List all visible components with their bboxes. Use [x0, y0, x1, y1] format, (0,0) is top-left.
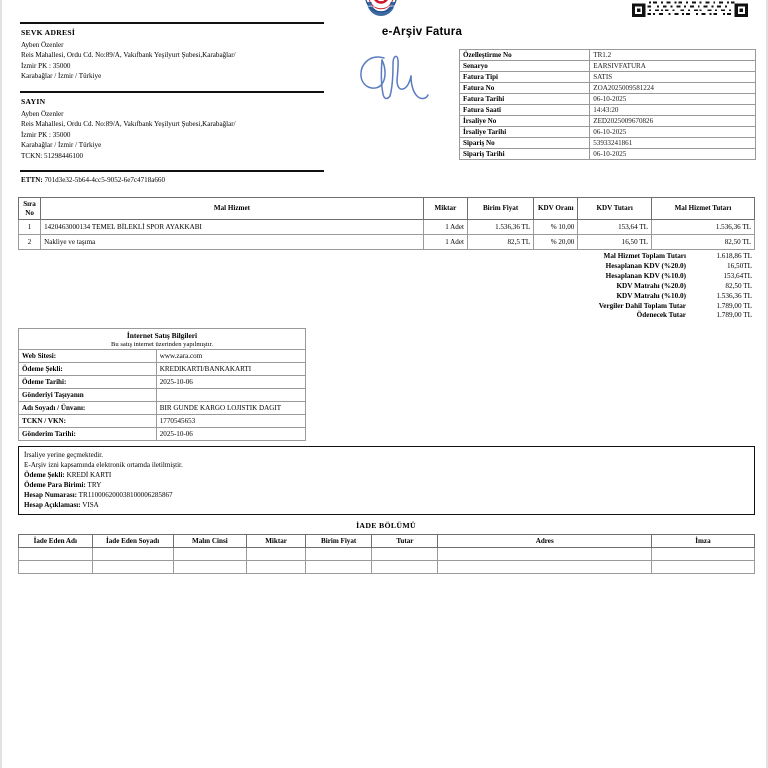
internet-sales-row [19, 428, 306, 441]
meta-row [460, 50, 756, 61]
items-column-header: KDV Tutarı [578, 198, 652, 220]
item-total: 82,50 TL [651, 234, 754, 249]
return-column-header: Malın Cinsi [173, 535, 247, 548]
totals-row [599, 252, 752, 262]
note-account-desc-value: VISA [82, 501, 99, 509]
internet-sales-value [156, 389, 305, 402]
return-column-header: İade Eden Soyadı [92, 535, 173, 548]
meta-value: TR1.2 [590, 50, 756, 61]
handwritten-signature [354, 48, 438, 106]
note-account-value: TR110006200038100006285867 [78, 491, 173, 499]
totals-row [599, 282, 752, 292]
divider-middle [20, 91, 324, 93]
bill-to-line: İzmir PK : 35000 [21, 130, 71, 139]
return-column-header: Miktar [247, 535, 306, 548]
meta-key: İrsaliye No [460, 116, 590, 127]
internet-sales-value: www.zara.com [156, 350, 305, 363]
ship-to-title: SEVK ADRESİ [21, 28, 76, 37]
totals-block [599, 252, 752, 321]
note-account [24, 490, 749, 500]
totals-label: KDV Matrahı (%10.0) [616, 291, 686, 300]
internet-sales-key: Ödeme Tarihi: [19, 376, 157, 389]
totals-label: Hesaplanan KDV (%20.0) [605, 261, 686, 270]
return-empty-cell [306, 561, 372, 574]
internet-sales-row [19, 350, 306, 363]
totals-label: Mal Hizmet Toplam Tutarı [603, 252, 686, 260]
meta-row [460, 127, 756, 138]
ship-to-line: Ayben Özenler [21, 40, 64, 49]
totals-row [599, 302, 752, 312]
meta-row [460, 116, 756, 127]
ship-to-line: Reis Mahallesi, Ordu Cd. No:89/A, Vakıfbank Yeşilyurt Şubesi,Karabağlar/ [21, 51, 236, 59]
bill-to-line: Ayben Özenler [21, 109, 64, 118]
totals-value: 153,64TL [723, 271, 752, 280]
internet-sales-key: Ödeme Şekli: [19, 363, 157, 376]
item-unit-price: 1.536,36 TL [467, 220, 533, 235]
return-empty-cell [651, 561, 754, 574]
return-empty-row [19, 561, 755, 574]
items-column-header: KDV Oranı [534, 198, 578, 220]
return-column-header: İade Eden Adı [19, 535, 93, 548]
ettn-label: ETTN: [21, 176, 43, 184]
return-empty-cell [92, 548, 173, 561]
meta-value: 06-10-2025 [590, 149, 756, 160]
totals-value: 82,50 TL [725, 281, 752, 290]
meta-key: İrsaliye Tarihi [460, 127, 590, 138]
return-empty-cell [438, 561, 651, 574]
totals-row [599, 311, 752, 321]
totals-value: 1.536,36 TL [716, 291, 752, 300]
ettn-value: 701d3e32-5b64-4cc5-9052-6e7c4718a660 [44, 176, 166, 184]
bill-to-title: SAYIN [21, 97, 46, 106]
internet-sales-key: TCKN / VKN: [19, 415, 157, 428]
bill-to-tckn: TCKN: 51298446100 [21, 151, 84, 160]
return-section-title: İADE BÖLÜMÜ [356, 521, 416, 530]
meta-key: Sipariş No [460, 138, 590, 149]
meta-row [460, 72, 756, 83]
divider-bottom [20, 170, 324, 172]
internet-sales-key: Gönderim Tarihi: [19, 428, 157, 441]
totals-label: Hesaplanan KDV (%10.0) [605, 271, 686, 280]
totals-value: 1.789,00 TL [716, 301, 752, 310]
meta-key: Fatura No [460, 83, 590, 94]
meta-key: Senaryo [460, 61, 590, 72]
internet-sales-row [19, 376, 306, 389]
internet-sales-table [18, 328, 306, 441]
internet-sales-key: Web Sitesi: [19, 350, 157, 363]
svg-text:Gelir İdaresi Başkanlığı: Gelir İdaresi Başkanlığı [366, 3, 396, 8]
return-empty-cell [247, 561, 306, 574]
internet-sales-subtitle: Bu satış internet üzerinden yapılmıştır. [111, 341, 213, 348]
return-empty-cell [372, 561, 438, 574]
ship-to-block [21, 28, 341, 82]
meta-value: ZED2025009670826 [590, 116, 756, 127]
meta-value: EARSIVFATURA [590, 61, 756, 72]
item-vat-amount: 16,50 TL [578, 234, 652, 249]
return-empty-cell [651, 548, 754, 561]
item-vat-rate: % 20,00 [534, 234, 578, 249]
note-line-1: İrsaliye yerine geçmektedir. [24, 451, 103, 459]
item-description: 1420463000134 TEMEL BİLEKLİ SPOR AYAKKABI [41, 220, 424, 235]
return-empty-row [19, 548, 755, 561]
items-column-header: Birim Fiyat [467, 198, 533, 220]
item-unit-price: 82,5 TL [467, 234, 533, 249]
ship-to-line: Karabağlar / İzmir / Türkiye [21, 72, 102, 80]
meta-key: Fatura Tipi [460, 72, 590, 83]
table-row [19, 220, 755, 235]
internet-sales-row [19, 415, 306, 428]
meta-row [460, 149, 756, 160]
internet-sales-value: 1770545653 [156, 415, 305, 428]
note-payment-method-label: Ödeme Şekli: [24, 471, 65, 479]
internet-sales-key: Gönderiyi Taşıyanın [19, 389, 157, 402]
meta-key: Sipariş Tarihi [460, 149, 590, 160]
note-payment-method [24, 470, 749, 480]
return-column-header: İmza [651, 535, 754, 548]
return-empty-cell [92, 561, 173, 574]
return-empty-cell [173, 561, 247, 574]
return-empty-cell [19, 548, 93, 561]
items-column-header: Mal Hizmet Tutarı [651, 198, 754, 220]
return-column-header: Birim Fiyat [306, 535, 372, 548]
note-account-label: Hesap Numarası: [24, 491, 78, 499]
item-total: 1.536,36 TL [651, 220, 754, 235]
item-no: 2 [19, 234, 41, 249]
meta-value: 14:43:20 [590, 105, 756, 116]
ettn [21, 176, 165, 184]
return-empty-cell [173, 548, 247, 561]
items-column-header: Miktar [423, 198, 467, 220]
internet-sales-title: İnternet Satış Bilgileri [126, 331, 198, 340]
invoice-notes [18, 446, 755, 515]
internet-sales-value: 2025-10-06 [156, 428, 305, 441]
internet-sales-header [19, 329, 306, 350]
meta-value: SATIS [590, 72, 756, 83]
note-account-desc [24, 500, 749, 510]
totals-row [599, 262, 752, 272]
meta-key: Fatura Tarihi [460, 94, 590, 105]
totals-label: KDV Matrahı (%20.0) [616, 281, 686, 290]
bill-to-line: Karabağlar / İzmir / Türkiye [21, 141, 102, 149]
gib-emblem-logo [350, 0, 412, 20]
totals-row [599, 272, 752, 282]
item-vat-rate: % 10,00 [534, 220, 578, 235]
totals-row [599, 292, 752, 302]
internet-sales-value: 2025-10-06 [156, 376, 305, 389]
item-quantity: 1 Adet [423, 234, 467, 249]
item-description: Nakliye ve taşıma [41, 234, 424, 249]
meta-key: Özelleştirme No [460, 50, 590, 61]
totals-value: 16,50TL [727, 261, 752, 270]
items-column-header: Sıra No [19, 198, 41, 220]
internet-sales-row [19, 389, 306, 402]
meta-row [460, 138, 756, 149]
internet-sales-key: Adı Soyadı / Ünvanı: [19, 402, 157, 415]
bill-to-line: Reis Mahallesi, Ordu Cd. No:89/A, Vakıfbank Yeşilyurt Şubesi,Karabağlar/ [21, 120, 236, 128]
meta-row [460, 105, 756, 116]
meta-value: ZOA2025009581224 [590, 83, 756, 94]
totals-label: Vergiler Dahil Toplam Tutar [598, 301, 686, 310]
meta-row [460, 61, 756, 72]
return-empty-cell [19, 561, 93, 574]
meta-key: Fatura Saati [460, 105, 590, 116]
meta-value: 06-10-2025 [590, 127, 756, 138]
meta-row [460, 94, 756, 105]
invoice-meta-table [459, 49, 756, 160]
meta-row [460, 83, 756, 94]
internet-sales-value: BIR GUNDE KARGO LOJISTIK DAGIT [156, 402, 305, 415]
page-title: e-Arşiv Fatura [381, 26, 463, 38]
return-empty-cell [306, 548, 372, 561]
meta-value: 06-10-2025 [590, 94, 756, 105]
bill-to-block [21, 97, 341, 161]
note-currency [24, 480, 749, 490]
divider-top [20, 22, 324, 24]
note-payment-method-value: KREDİ KARTI [66, 471, 112, 479]
item-vat-amount: 153,64 TL [578, 220, 652, 235]
ship-to-line: İzmir PK : 35000 [21, 61, 71, 70]
internet-sales-row [19, 363, 306, 376]
line-items-table [18, 197, 755, 250]
meta-value: 53933241861 [590, 138, 756, 149]
internet-sales-value: KREDIKARTI/BANKAKARTI [156, 363, 305, 376]
item-no: 1 [19, 220, 41, 235]
note-account-desc-label: Hesap Açıklaması: [24, 501, 81, 509]
note-line-2: E-Arşiv izni kapsamında elektronik ortamda iletilmiştir. [24, 461, 183, 469]
note-currency-value: TRY [87, 481, 102, 489]
table-row [19, 234, 755, 249]
return-column-header: Tutar [372, 535, 438, 548]
totals-label: Ödenecek Tutar [636, 311, 686, 320]
return-column-header: Adres [438, 535, 651, 548]
return-empty-cell [372, 548, 438, 561]
internet-sales-row [19, 402, 306, 415]
note-currency-label: Ödeme Para Birimi: [24, 481, 86, 489]
qr-code [628, 0, 752, 19]
totals-value: 1.618,86 TL [716, 252, 752, 260]
items-column-header: Mal Hizmet [41, 198, 424, 220]
return-empty-cell [247, 548, 306, 561]
return-empty-cell [438, 548, 651, 561]
item-quantity: 1 Adet [423, 220, 467, 235]
return-section-table [18, 534, 755, 574]
totals-value: 1.789,00 TL [716, 311, 752, 320]
